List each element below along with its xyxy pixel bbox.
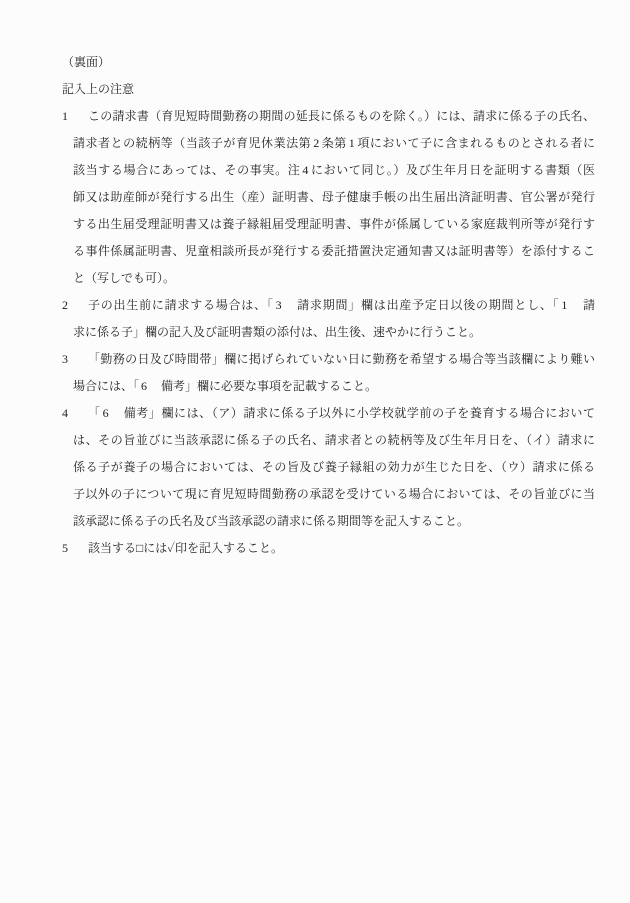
- note-line: は、その旨並びに当該承認に係る子の氏名、請求者との続柄等及び生年月日を、（イ）請求に: [73, 433, 595, 447]
- note-item: [62, 400, 595, 535]
- note-line: と（写しでも可）。: [73, 271, 176, 285]
- page-side-label: （裏面）: [62, 55, 111, 69]
- note-line: 該承認に係る子の氏名及び当該承認の請求に係る期間等を記入すること。: [73, 514, 470, 528]
- note-line: る事件係属証明書、児童相談所長が発行する委託措置決定通知書又は証明書等）を添付するこ: [73, 244, 595, 258]
- note-number: 2: [62, 298, 68, 312]
- note-line: この請求書（育児短時間勤務の期間の延長に係るものを除く。）には、請求に係る子の氏名、: [88, 109, 595, 123]
- note-line: 子以外の子について現に育児短時間勤務の承認を受けている場合においては、その旨並びに当: [73, 487, 595, 501]
- note-number: 1: [62, 109, 68, 123]
- note-item: [62, 535, 595, 562]
- note-line: 場合には、「 6 備考」欄に必要な事項を記載すること。: [73, 379, 378, 393]
- notes-list: [0, 103, 630, 562]
- note-line: 求に係る子」欄の記入及び証明書類の添付は、出生後、速やかに行うこと。: [73, 325, 482, 339]
- note-line: 請求者との続柄等（当該子が育児休業法第 2 条第 1 項において子に含まれるものとされる者に: [73, 136, 595, 150]
- note-line: 師又は助産師が発行する出生（産）証明書、母子健康手帳の出生届出済証明書、官公署が発行: [73, 190, 595, 204]
- note-number: 4: [62, 406, 68, 420]
- note-item: [62, 346, 595, 400]
- notes-heading: 記入上の注意: [62, 82, 135, 96]
- note-line: 該当する場合にあっては、その事実。注 4 において同じ。）及び生年月日を証明する書類（医: [73, 163, 595, 177]
- note-line: 該当する□には✓印を記入すること。: [88, 541, 283, 555]
- note-line: 係る子が養子の場合においては、その旨及び養子縁組の効力が生じた日を、（ウ）請求に係る: [73, 460, 595, 474]
- note-item: [62, 103, 595, 292]
- note-line: 子の出生前に請求する場合は、「 3 請求期間」欄は出産予定日以後の期間とし、「 1 請: [88, 298, 595, 312]
- note-line: 「 6 備考」欄には、（ア）請求に係る子以外に小学校就学前の子を養育する場合において: [88, 406, 595, 420]
- note-line: する出生届受理証明書又は養子縁組届受理証明書、事件が係属している家庭裁判所等が発行す: [73, 217, 595, 231]
- note-number: 3: [62, 352, 68, 366]
- note-item: [62, 292, 595, 346]
- note-number: 5: [62, 541, 68, 555]
- note-line: 「勤務の日及び時間帯」欄に掲げられていない日に勤務を希望する場合等当該欄により難い: [88, 352, 595, 366]
